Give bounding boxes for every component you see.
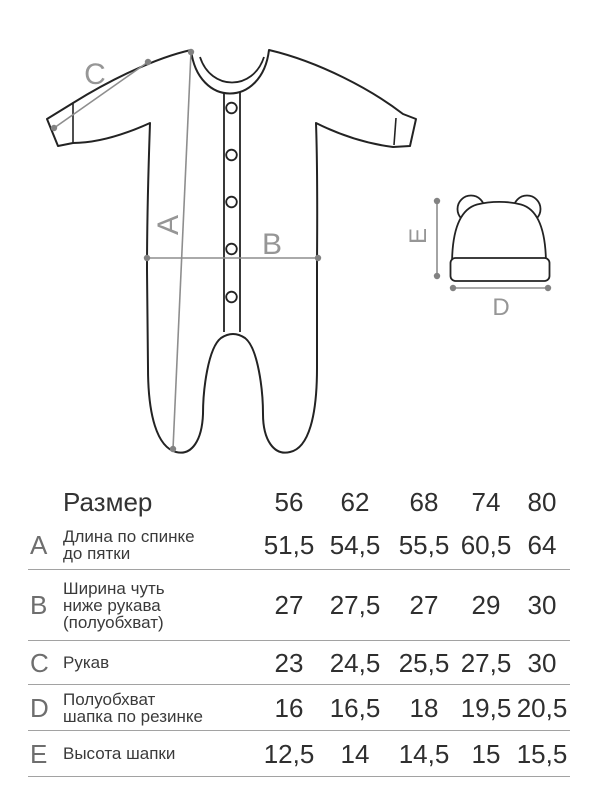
row-value: 16,5 bbox=[329, 692, 381, 723]
row-label bbox=[56, 580, 258, 631]
row-value: 20,5 bbox=[516, 692, 568, 723]
snap-button bbox=[226, 292, 237, 303]
table-row bbox=[28, 641, 570, 685]
hat-drawing bbox=[451, 196, 550, 282]
row-label-line: Ширина чуть bbox=[63, 578, 165, 598]
size-column-header: 56 bbox=[274, 486, 304, 517]
row-label-line: Длина по спинке bbox=[63, 526, 195, 546]
row-value: 60,5 bbox=[460, 529, 512, 560]
row-value: 27 bbox=[409, 590, 439, 620]
row-letter: E bbox=[30, 738, 48, 769]
row-value: 14 bbox=[340, 738, 370, 769]
row-value: 16 bbox=[274, 692, 304, 723]
measure-label-e: E bbox=[405, 227, 432, 245]
measure-dot bbox=[145, 59, 151, 65]
row-value: 23 bbox=[274, 647, 304, 678]
measure-label-c: C bbox=[84, 58, 106, 91]
snap-button bbox=[226, 103, 237, 114]
measure-label-a: A bbox=[152, 214, 185, 236]
row-label-line: Полуобхват bbox=[63, 689, 156, 709]
snap-button bbox=[226, 197, 237, 208]
hat-dome-icon bbox=[452, 202, 546, 265]
row-label bbox=[56, 745, 258, 762]
size-column-header: 68 bbox=[409, 486, 439, 517]
row-value: 12,5 bbox=[263, 738, 315, 769]
row-value: 27,5 bbox=[329, 590, 381, 620]
row-label bbox=[56, 528, 258, 562]
row-label-line: (полуобхват) bbox=[63, 612, 164, 632]
row-value: 18 bbox=[409, 692, 439, 723]
table-header-row bbox=[28, 483, 570, 520]
row-label-line: Высота шапки bbox=[63, 744, 176, 763]
row-value: 14,5 bbox=[398, 738, 450, 769]
row-value: 51,5 bbox=[263, 529, 315, 560]
measure-dot bbox=[450, 285, 456, 291]
row-value: 54,5 bbox=[329, 529, 381, 560]
row-value: 30 bbox=[527, 647, 557, 678]
measure-label-b: B bbox=[261, 228, 283, 261]
row-letter: A bbox=[30, 529, 48, 560]
row-value: 29 bbox=[471, 590, 501, 620]
snap-button bbox=[226, 244, 237, 255]
measure-dot bbox=[434, 273, 440, 279]
row-value: 27,5 bbox=[460, 647, 512, 678]
table-row bbox=[28, 570, 570, 641]
row-label-line: Рукав bbox=[63, 653, 110, 672]
row-value: 25,5 bbox=[398, 647, 450, 678]
row-value: 15 bbox=[471, 738, 501, 769]
row-label-line: до пятки bbox=[63, 543, 131, 563]
collar-inner-line bbox=[200, 57, 264, 83]
row-letter: C bbox=[30, 647, 49, 678]
row-value: 64 bbox=[527, 529, 557, 560]
table-row bbox=[28, 685, 570, 731]
row-label-line: ниже рукава bbox=[63, 595, 161, 615]
table-row bbox=[28, 731, 570, 777]
measure-dot bbox=[188, 49, 194, 55]
measure-dot bbox=[144, 255, 150, 261]
size-column-header: 62 bbox=[340, 486, 370, 517]
row-value: 55,5 bbox=[398, 529, 450, 560]
row-label-line: шапка по резинке bbox=[63, 706, 203, 726]
row-value: 19,5 bbox=[460, 692, 512, 723]
size-table bbox=[28, 483, 570, 777]
row-value: 27 bbox=[274, 590, 304, 620]
size-column-header: 74 bbox=[471, 486, 501, 517]
row-letter: D bbox=[30, 692, 49, 723]
row-label bbox=[56, 654, 258, 671]
row-value: 15,5 bbox=[516, 738, 568, 769]
sleepsuit-drawing bbox=[47, 50, 416, 453]
row-value: 30 bbox=[527, 590, 557, 620]
measure-dot bbox=[545, 285, 551, 291]
size-header-label: Размер bbox=[63, 486, 153, 517]
row-value: 24,5 bbox=[329, 647, 381, 678]
measure-dot bbox=[315, 255, 321, 261]
measure-dot bbox=[170, 446, 176, 452]
size-column-header: 80 bbox=[527, 486, 557, 517]
hat-brim bbox=[451, 258, 550, 281]
row-letter: B bbox=[30, 590, 48, 620]
measure-dot bbox=[51, 125, 57, 131]
measure-dot bbox=[434, 198, 440, 204]
snap-button bbox=[226, 150, 237, 161]
table-row bbox=[28, 520, 570, 570]
row-label bbox=[56, 691, 258, 725]
measure-label-d: D bbox=[492, 294, 510, 321]
